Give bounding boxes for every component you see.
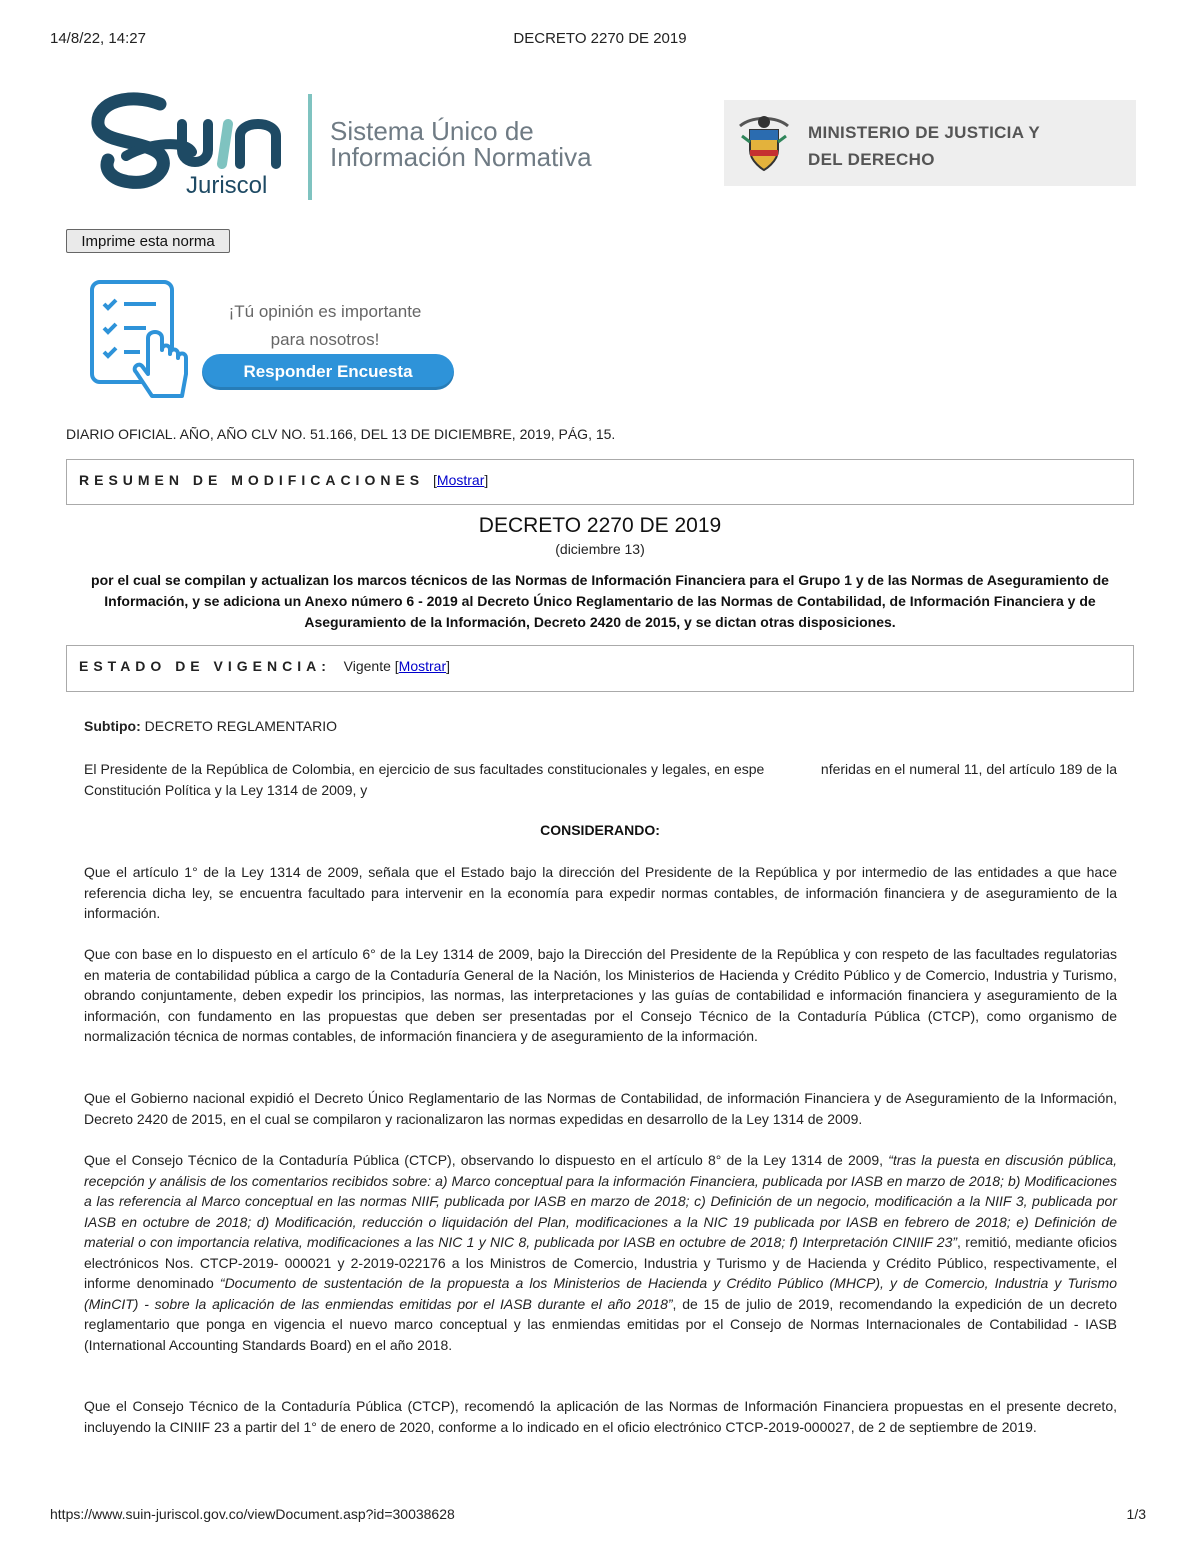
subtype-line (84, 716, 1117, 737)
survey-line1: ¡Tú opinión es importante (228, 302, 422, 321)
print-button[interactable]: Imprime esta norma (66, 229, 230, 253)
ministry-banner (724, 100, 1136, 186)
ministry-name (808, 119, 1040, 173)
print-footer-url: https://www.suin-juriscol.gov.co/viewDocument.asp?id=30038628 (50, 1506, 455, 1522)
logo-system-line1: Sistema Único de (330, 116, 534, 146)
considerando-paragraph-1: Que el artículo 1° de la Ley 1314 de 2009, señala que el Estado bajo la dirección del Presidente de la República y por intermedio de las entidades a que hace referencia dicha ley, se encuentra facultado para intervenir en la economía para expedir normas contables, de información financiera y de aseguramiento de la información. (84, 864, 1117, 921)
show-validity-link[interactable]: Mostrar (398, 658, 447, 674)
juriscol-wordmark: Juriscol (186, 172, 268, 199)
show-modifications-link[interactable]: Mostrar (436, 472, 485, 488)
considerando-heading: CONSIDERANDO: (540, 822, 660, 838)
modifications-toggle: [Mostrar] (433, 472, 489, 488)
survey-banner[interactable] (86, 278, 466, 408)
considerando-paragraph-5: Que el Consejo Técnico de la Contaduría Pública (CTCP), recomendó la aplicación de las Normas de Información Financiera propuestas en el presente decreto, incluyendo la CINIIF 23 a partir del 1° de enero de 2020, conforme a lo indicado en el oficio electrónico CTCP-2019-000027, de 2 de septiembre de 2019. (84, 1398, 1117, 1435)
decree-date: (diciembre 13) (555, 541, 645, 557)
survey-line2: para nosotros! (270, 330, 380, 349)
paragraph-4-part-c: , remitió, mediante oficios electrónicos Nos. CTCP-2019- 000021 y 2-2019-022176 a los Ministros de Comercio, Industria y Turismo y de Hacienda y Crédito Público, respectivamente, el informe denominado (84, 1234, 1118, 1291)
president-paragraph: El Presidente de la República de Colombia, en ejercicio de sus facultades constitucionales y legales, en espe nferidas en el numeral 11, del artículo 189 de la Constitución Política y la Ley 1314 de 2009, y (84, 761, 1121, 798)
validity-status-title: ESTADO DE VIGENCIA: (79, 658, 331, 674)
ministry-line2: DEL DERECHO (808, 150, 935, 169)
coat-of-arms-icon (734, 112, 794, 174)
diario-oficial-reference: DIARIO OFICIAL. AÑO, AÑO CLV NO. 51.166, DEL 13 DE DICIEMBRE, 2019, PÁG, 15. (66, 426, 616, 442)
subtype-label: Subtipo: (84, 718, 141, 734)
logo-system-line2: Información Normativa (330, 142, 592, 172)
logo-separator (308, 94, 312, 200)
paragraph-4-quote-2: “Documento de sustentación de la propuesta a los Ministerios de Hacienda y Crédito Público (MHCP), y de Comercio, Industria y Turismo (MinCIT) - sobre la aplicación de las enmiendas emitidas por el IASB durante el año 2018” (84, 1275, 1117, 1312)
modifications-summary-box (66, 459, 1134, 505)
ministry-line1: MINISTERIO DE JUSTICIA Y (808, 123, 1041, 142)
survey-checklist-icon (86, 278, 196, 408)
subtype-value: DECRETO REGLAMENTARIO (144, 718, 338, 734)
considerando-paragraph-4 (84, 1150, 1117, 1355)
decree-description: por el cual se compilan y actualizan los marcos técnicos de las Normas de Información Financiera para el Grupo 1 y de las Normas de Aseguramiento de Información, y se adiciona un Anexo número 6 - 2019 al Decreto Único Reglamentario de las Normas de Contabilidad, de Información Financiera y de Aseguramiento de la Información, Decreto 2420 de 2015, y se dictan otras disposiciones. (91, 572, 1109, 630)
paragraph-4-part-e: , de 15 de julio de 2019, recomendando la expedición de un decreto reglamentario que ponga en vigencia el nuevo marco conceptual y las enmiendas emitidas por el Consejo de Normas Internacionales de Contabilidad - IASB (International Accounting Standards Board) en el año 2018. (84, 1295, 1117, 1353)
logo-system-name (330, 118, 592, 170)
print-header-datetime: 14/8/22, 14:27 (50, 30, 146, 47)
modifications-summary-title: RESUMEN DE MODIFICACIONES (79, 472, 425, 488)
validity-status-label (79, 658, 450, 674)
respond-survey-button[interactable]: Responder Encuesta (202, 354, 454, 390)
decree-title: DECRETO 2270 DE 2019 (478, 514, 722, 537)
considerando-paragraph-2: Que con base en lo dispuesto en el artículo 6° de la Ley 1314 de 2009, bajo la Dirección del Presidente de la República y con respeto de las facultades regulatorias en materia de contabilidad pública a cargo de la Contaduría General de la Nación, los Ministerios de Hacienda y Crédito Público y de Comercio, Industria y Turismo, obrando conjuntamente, deben expedir los principios, las normas, las interpretaciones y las guías de contabilidad e información financiera y aseguramiento de la información, con fundamento en las propuestas que deben ser presentadas por el Consejo Técnico de la Contaduría Pública (CTCP), como organismo de normalización técnica de normas contables, de información financiera y de aseguramiento de la información. (84, 946, 1117, 1044)
validity-value: Vigente (343, 658, 391, 674)
validity-status-box (66, 645, 1134, 692)
considerando-paragraph-3: Que el Gobierno nacional expidió el Decreto Único Reglamentario de las Normas de Contabilidad, de información Financiera y de Aseguramiento de la Información, Decreto 2420 de 2015, en el cual se compilaron y racionalizaron las normas expedidas en desarrollo de la Ley 1314 de 2009. (84, 1090, 1117, 1127)
paragraph-4-body (84, 1150, 1117, 1355)
survey-message (210, 298, 440, 354)
validity-status-value: Vigente [Mostrar] (343, 658, 451, 674)
paragraph-4-quote-1: “tras la puesta en discusión pública, recepción y análisis de los comentarios recibidos sobre: a) Marco conceptual para la información Financiera, publicada por IASB en marzo de 2018; b) Modificaciones a las referencia al Marco conceptual en las normas NIIF, publicada por IASB en marzo de 2018; c) Definición de un negocio, modificación a la NIIF 3, publicada por IASB en octubre de 2018; d) Modificación, reducción o liquidación del Plan, modificaciones a la NIC 19 publicada por IASB en febrero de 2018; e) Definición de material o con importancia relativa, modificaciones a las NIC 1 y NIC 8, publicada por IASB en octubre de 2018; f) Interpretación CINIIF 23” (84, 1152, 1117, 1250)
print-footer-page-number: 1/3 (1126, 1506, 1146, 1522)
modifications-summary-label (79, 472, 488, 488)
print-header-title: DECRETO 2270 DE 2019 (513, 30, 687, 47)
paragraph-4-part-a: Que el Consejo Técnico de la Contaduría Pública (CTCP), observando lo dispuesto en el artículo 8° de la Ley 1314 de 2009, (84, 1152, 889, 1168)
